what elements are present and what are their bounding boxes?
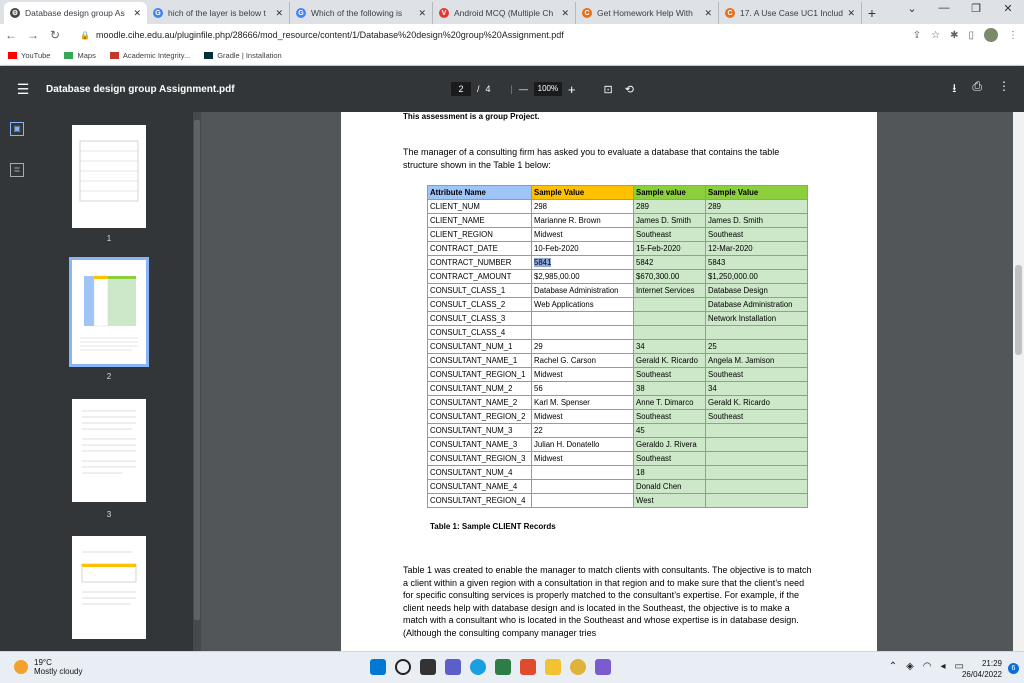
table-cell [706, 326, 808, 340]
menu-icon[interactable]: ⋮ [1008, 29, 1018, 41]
sidepanel-icon[interactable]: ▯ [968, 29, 974, 41]
table-cell: CONTRACT_DATE [428, 242, 532, 256]
tab-search-icon[interactable]: ⌄ [907, 3, 917, 15]
tab-close-icon[interactable]: ✕ [418, 7, 426, 18]
table-cell: Database Administration [532, 284, 634, 298]
bookmark-item[interactable] [110, 51, 190, 60]
table-cell: Geraldo J. Rivera [634, 438, 706, 452]
tab-2[interactable] [147, 2, 290, 24]
url-text: moodle.cihe.edu.au/pluginfile.php/28666/mod_resource/content/1/Database%20design%20group%20Assignment.pdf [95, 30, 564, 40]
table-cell: James D. Smith [706, 214, 808, 228]
table-cell: James D. Smith [634, 214, 706, 228]
table-row [428, 424, 808, 438]
table-cell: CONSULTANT_REGION_2 [428, 410, 532, 424]
chegg-icon: C [725, 8, 735, 18]
volume-icon[interactable]: ◂ [940, 661, 946, 672]
table-cell: West [634, 494, 706, 508]
tab-title: 17. A Use Case UC1 Includ [740, 8, 844, 18]
start-icon[interactable] [370, 659, 386, 675]
share-icon[interactable]: ⇪ [912, 29, 922, 41]
table-cell: Southeast [634, 410, 706, 424]
table-cell: Southeast [634, 228, 706, 242]
bookmarks-bar [0, 46, 1024, 66]
table-cell: 34 [706, 382, 808, 396]
thumbnail-label-2: 2 [106, 372, 112, 381]
thumbnail-4-preview [72, 536, 146, 639]
table-cell: 298 [532, 200, 634, 214]
table-cell [532, 466, 634, 480]
table-row [428, 326, 808, 340]
thumbnail-label-1: 1 [106, 234, 112, 243]
table-cell: Midwest [532, 452, 634, 466]
table-cell [532, 256, 634, 270]
pdf-title: Database design group Assignment.pdf [46, 83, 235, 95]
page-total: 4 [485, 84, 491, 94]
hamburger-menu-icon[interactable]: ☰ [16, 80, 30, 97]
weather-widget[interactable] [14, 658, 82, 676]
table-header-cell: Attribute Name [428, 186, 532, 200]
thumbnail-3-preview [72, 399, 146, 502]
bookmark-star-icon[interactable]: ☆ [931, 29, 941, 41]
address-bar [0, 24, 1024, 46]
tab-title: Database design group As [25, 8, 125, 18]
table-cell: CONSULTANT_REGION_3 [428, 452, 532, 466]
table-cell: 289 [706, 200, 808, 214]
table-cell: Southeast [706, 410, 808, 424]
table-cell: CONSULTANT_NAME_2 [428, 396, 532, 410]
system-tray [889, 661, 964, 672]
table-cell: Anne T. Dimarco [634, 396, 706, 410]
thumbnail-sidebar [0, 112, 200, 651]
table-cell: Marianne R. Brown [532, 214, 634, 228]
table-cell: CONSULTANT_NAME_1 [428, 354, 532, 368]
edge-icon[interactable] [470, 659, 486, 675]
page-separator: / [477, 84, 480, 94]
table-cell [634, 326, 706, 340]
table-row [428, 200, 808, 214]
google-icon: G [296, 8, 306, 18]
table-cell: Southeast [634, 368, 706, 382]
bookmark-favicon-icon [110, 52, 119, 59]
tab-close-icon[interactable]: ✕ [704, 7, 712, 18]
taskbar [0, 651, 1024, 683]
table-row [428, 354, 808, 368]
chrome-icon: ⚙ [11, 10, 19, 17]
google-icon: G [153, 8, 163, 18]
tab-5[interactable] [576, 2, 719, 24]
page-thumbnail-2[interactable] [72, 260, 146, 364]
document-body: Table 1 was created to enable the manager to match clients with consultants. The objective is to match a client within a given region with a consultation in that region and to make sure that the client’s need for specific consulting services is properly matched to the consultant’s expertise. For example, if the client needs help with database design and is located in the Southeast, the objective is to make a match with a consultant who is located in the Southeast and whose expertise is in database design. (Although the consulting company manager tries [403, 565, 812, 638]
table-cell: CONSULTANT_NUM_2 [428, 382, 532, 396]
pdf-page [341, 112, 877, 651]
table-cell: $1,250,000.00 [706, 270, 808, 284]
table-cell: Gerald K. Ricardo [706, 396, 808, 410]
table-cell [706, 452, 808, 466]
file-explorer-icon[interactable] [545, 659, 561, 675]
battery-icon[interactable]: ▭ [954, 661, 964, 672]
table-cell [706, 466, 808, 480]
page-number-input[interactable]: 2 [451, 82, 471, 96]
table-cell: 56 [532, 382, 634, 396]
tray-chevron-icon[interactable]: ⌃ [888, 661, 898, 672]
table-row [428, 480, 808, 494]
table-cell: Southeast [706, 368, 808, 382]
bookmark-label: YouTube [21, 51, 51, 60]
chrome-taskbar-icon[interactable] [570, 659, 586, 675]
bookmark-item[interactable] [204, 51, 281, 60]
outline-view-icon[interactable]: ≣ [10, 163, 24, 177]
teams-chat-icon[interactable] [595, 659, 611, 675]
table-row [428, 298, 808, 312]
table-cell: CONSULTANT_NAME_4 [428, 480, 532, 494]
table-cell: Julian H. Donatello [532, 438, 634, 452]
table-cell: CONSULTANT_NAME_3 [428, 438, 532, 452]
thumbnails-view-icon[interactable]: ▣ [10, 122, 24, 136]
clock[interactable] [962, 658, 1002, 680]
tab-close-icon[interactable]: ✕ [847, 7, 855, 18]
tab-title: Which of the following is [311, 8, 403, 18]
table-cell: 289 [634, 200, 706, 214]
table-cell: Database Administration [706, 298, 808, 312]
weather-condition: Mostly cloudy [34, 667, 83, 676]
table-cell: Gerald K. Ricardo [634, 354, 706, 368]
table-header-cell: Sample Value [532, 186, 634, 200]
tab-title: hich of the layer is below t [168, 8, 266, 18]
restore-button[interactable]: ❐ [971, 3, 981, 15]
tab-close-icon[interactable]: ✕ [561, 7, 569, 18]
chegg-icon: C [582, 8, 592, 18]
window-controls [896, 2, 1024, 15]
tab-close-icon[interactable]: ✕ [133, 7, 141, 18]
bookmark-favicon-icon [64, 52, 73, 59]
table-row [428, 312, 808, 326]
office-icon[interactable] [520, 659, 536, 675]
download-icon[interactable]: ⭳ [952, 80, 957, 95]
table-caption: Table 1: Sample CLIENT Records [430, 522, 556, 531]
table-row [428, 270, 808, 284]
reload-icon[interactable]: ↻ [49, 28, 61, 42]
table-cell: 34 [634, 340, 706, 354]
bookmark-label: Maps [77, 51, 96, 60]
back-icon[interactable]: ← [5, 28, 17, 42]
bookmark-item[interactable] [64, 51, 95, 60]
page-thumbnail-3[interactable] [72, 399, 146, 502]
table-cell: CLIENT_REGION [428, 228, 532, 242]
table-cell: Internet Services [634, 284, 706, 298]
clock-time: 21:29 [981, 659, 1002, 668]
tab-6[interactable] [719, 2, 862, 24]
search-icon[interactable] [395, 659, 411, 675]
table-row [428, 256, 808, 270]
table-cell: 45 [634, 424, 706, 438]
minimize-button[interactable]: — [938, 2, 950, 14]
table-cell: CONSULT_CLASS_4 [428, 326, 532, 340]
table-cell: Rachel G. Carson [532, 354, 634, 368]
tab-title: Get Homework Help With [597, 8, 693, 18]
table-cell: Network Installation [706, 312, 808, 326]
table-row [428, 396, 808, 410]
tab-close-icon[interactable]: ✕ [275, 7, 283, 18]
zoom-out-button[interactable]: — [518, 84, 528, 94]
table-cell: 15-Feb-2020 [634, 242, 706, 256]
fit-page-icon[interactable]: ⊡ [603, 83, 613, 96]
print-icon[interactable]: ⎙ [972, 78, 982, 93]
avatar[interactable] [984, 28, 998, 42]
table-cell: 38 [634, 382, 706, 396]
client-records-table [427, 185, 808, 508]
table-cell: 29 [532, 340, 634, 354]
table-header-cell: Sample Value [706, 186, 808, 200]
table-row [428, 242, 808, 256]
tab-3[interactable] [290, 2, 433, 24]
bookmark-favicon-icon [204, 52, 213, 59]
table-cell [706, 480, 808, 494]
table-cell: Midwest [532, 228, 634, 242]
table-cell [706, 438, 808, 452]
table-cell: CONTRACT_AMOUNT [428, 270, 532, 284]
page-thumbnail-4[interactable] [72, 536, 146, 639]
table-row [428, 466, 808, 480]
extensions-icon[interactable]: ✱ [950, 29, 959, 41]
table-row [428, 452, 808, 466]
more-options-icon[interactable]: ⋮ [998, 78, 1010, 93]
url-field[interactable] [72, 26, 922, 44]
table-cell: CONSULTANT_NUM_3 [428, 424, 532, 438]
network-icon[interactable]: ◈ [906, 661, 914, 672]
vc-icon: V [439, 8, 449, 18]
table-row [428, 410, 808, 424]
tab-title: Android MCQ (Multiple Ch [454, 8, 554, 18]
table-cell: CONSULT_CLASS_2 [428, 298, 532, 312]
table-cell: Midwest [532, 368, 634, 382]
thumbnail-2-preview [72, 260, 146, 364]
table-cell [706, 424, 808, 438]
toolbar-divider: | [510, 84, 513, 94]
task-view-icon[interactable] [420, 659, 436, 675]
table-cell: 12-Mar-2020 [706, 242, 808, 256]
bookmark-item[interactable] [8, 51, 50, 60]
table-row [428, 368, 808, 382]
table-row [428, 438, 808, 452]
table-cell: CONTRACT_NUMBER [428, 256, 532, 270]
viewer-scrollbar-thumb[interactable] [1015, 265, 1022, 355]
lock-icon[interactable]: 🔒 [80, 30, 90, 40]
table-cell: $670,300.00 [634, 270, 706, 284]
table-cell: Midwest [532, 410, 634, 424]
table-cell [532, 312, 634, 326]
viewer-scrollbar[interactable] [1013, 112, 1024, 651]
table-row [428, 284, 808, 298]
table-cell [706, 494, 808, 508]
tab-strip [0, 0, 1024, 24]
bookmark-favicon-icon [8, 52, 17, 59]
rotate-icon[interactable]: ⟲ [624, 83, 634, 96]
teams-icon[interactable] [445, 659, 461, 675]
table-row [428, 228, 808, 242]
table-cell: Southeast [634, 452, 706, 466]
table-cell: 10-Feb-2020 [532, 242, 634, 256]
table-row [428, 494, 808, 508]
zoom-in-button[interactable]: + [567, 81, 576, 97]
table-cell: Southeast [706, 228, 808, 242]
table-cell [532, 494, 634, 508]
table-cell [532, 326, 634, 340]
thumbnail-1-preview [72, 125, 146, 228]
table-cell [532, 480, 634, 494]
table-cell: Donald Chen [634, 480, 706, 494]
table-cell: $2,985,00.00 [532, 270, 634, 284]
tab-1[interactable] [4, 2, 147, 24]
forward-icon[interactable]: → [27, 28, 39, 42]
store-icon[interactable] [495, 659, 511, 675]
zoom-input[interactable]: 100% [534, 82, 562, 96]
table-cell: CONSULTANT_REGION_4 [428, 494, 532, 508]
table-cell: CONSULT_CLASS_3 [428, 312, 532, 326]
table-cell [634, 312, 706, 326]
new-tab-button[interactable]: + [867, 5, 877, 21]
page-thumbnail-1[interactable] [72, 125, 146, 228]
table-cell: 22 [532, 424, 634, 438]
pdf-viewer [201, 112, 1013, 651]
sidebar-scrollbar-thumb[interactable] [194, 120, 200, 620]
table-cell: CONSULTANT_REGION_1 [428, 368, 532, 382]
table-row [428, 340, 808, 354]
bookmark-label: Academic Integrity... [122, 51, 191, 60]
table-cell: CONSULTANT_NUM_1 [428, 340, 532, 354]
close-window-button[interactable]: ✕ [1003, 3, 1013, 15]
temperature: 19°C [34, 658, 52, 667]
table-row [428, 214, 808, 228]
table-cell: 18 [634, 466, 706, 480]
tab-4[interactable] [433, 2, 576, 24]
table-cell [634, 298, 706, 312]
document-intro: The manager of a consulting firm has asked you to evaluate a database that contains the table structure shown in the Table 1 below: [403, 147, 780, 170]
clock-date: 26/04/2022 [961, 670, 1002, 679]
table-cell: Web Applications [532, 298, 634, 312]
notification-badge[interactable]: 6 [1008, 663, 1019, 674]
table-cell: Karl M. Spenser [532, 396, 634, 410]
thumbnail-label-3: 3 [106, 510, 112, 519]
wifi-icon[interactable]: ◠ [922, 661, 932, 672]
bookmark-label: Gradle | Installation [217, 51, 282, 60]
document-heading: This assessment is a group Project. [403, 112, 540, 121]
table-cell: CONSULTANT_NUM_4 [428, 466, 532, 480]
table-cell: CLIENT_NUM [428, 200, 532, 214]
table-cell: CLIENT_NAME [428, 214, 532, 228]
table-cell: Database Design [706, 284, 808, 298]
table-cell: 25 [706, 340, 808, 354]
table-cell: 5843 [706, 256, 808, 270]
table-header-cell: Sample value [634, 186, 706, 200]
table-cell: Angela M. Jamison [706, 354, 808, 368]
selected-text: 5841 [534, 257, 552, 267]
table-header-row [428, 186, 808, 200]
table-cell: CONSULT_CLASS_1 [428, 284, 532, 298]
pdf-toolbar [0, 66, 1024, 112]
table-cell: 5842 [634, 256, 706, 270]
table-row [428, 382, 808, 396]
weather-icon [14, 660, 28, 674]
